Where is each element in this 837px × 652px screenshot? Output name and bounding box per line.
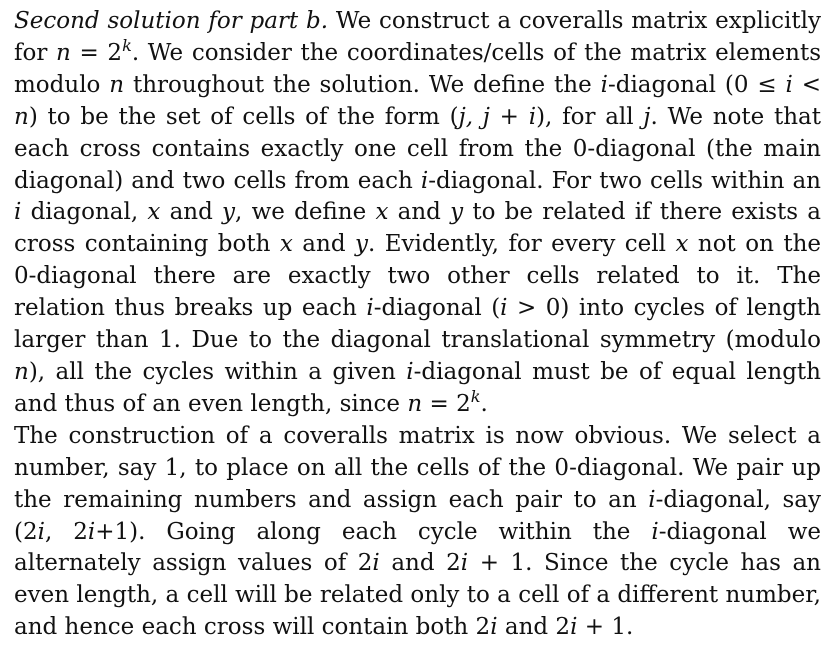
math-var: n xyxy=(14,358,29,385)
math-var: j, j xyxy=(458,103,490,130)
text-run: to be related if there exists a cross containing both xyxy=(14,199,821,258)
math-var: i xyxy=(600,71,608,98)
text-run: + 1. Since the cycle has an even length, a cell will be related only to a cell of a different number, and hence each cross will contain both 2 xyxy=(14,550,821,641)
text-run: + 1. xyxy=(577,614,634,641)
text-run: -diagonal ( xyxy=(373,295,501,322)
math-var: i xyxy=(648,486,656,513)
text-run: -diagonal. For two cells within an xyxy=(428,167,821,194)
math-var: i xyxy=(87,518,96,545)
math-var: y xyxy=(355,231,368,258)
text-run: . We note that each cross contains exactly one cell from the 0-diagonal (the main diagonal) and two cells from each xyxy=(14,103,821,194)
text-run: -diagonal (0 ≤ xyxy=(607,71,786,98)
math-exponent: k xyxy=(470,387,481,407)
math-exponent: k xyxy=(122,36,132,56)
text-run: ), all the cycles within a given xyxy=(28,358,407,385)
text-run: ) to be the set of cells of the form ( xyxy=(28,103,459,130)
text-run: . xyxy=(480,390,488,417)
text-run: -diagonal, say (2 xyxy=(14,486,821,545)
text-run: The construction of a coveralls matrix is now obvious. We select a number, say 1, to place on all the cells of the 0-diagonal. We pair up the remaining numbers and assign each pair to an xyxy=(14,422,821,513)
text-run: We construct a coveralls matrix explicitly for xyxy=(14,8,821,66)
text-run: and 2 xyxy=(497,614,571,641)
text-run: ), for all xyxy=(536,103,644,130)
math-var: n xyxy=(109,71,125,98)
math-var: n xyxy=(56,39,71,66)
math-var: i xyxy=(785,71,793,98)
math-var: i xyxy=(14,199,22,226)
text-run: , we define xyxy=(235,199,376,226)
math-var: i xyxy=(460,550,469,577)
math-op: = 2 xyxy=(422,390,471,417)
text-run: and xyxy=(160,199,223,226)
text-run: . We consider the coordinates/cells of the matrix elements modulo xyxy=(14,39,821,98)
text-run: diagonal, xyxy=(21,199,148,226)
math-var: i xyxy=(406,358,414,385)
math-op: < xyxy=(792,71,821,98)
math-var: x xyxy=(279,231,293,258)
math-var: j xyxy=(643,103,651,130)
math-var: x xyxy=(375,199,389,226)
text-run: -diagonal we alternately assign values of 2 xyxy=(14,518,822,577)
math-var: n xyxy=(14,103,29,130)
math-var: i xyxy=(420,167,429,194)
paragraph-2 xyxy=(14,421,821,644)
text-run: , 2 xyxy=(44,518,88,545)
text-run: not on the 0-diagonal there are exactly two other cells related to it. The relation thus breaks up each xyxy=(14,231,822,322)
math-var: x xyxy=(675,231,689,258)
math-var: n xyxy=(407,390,423,417)
paragraph-1-lead: Second solution for part b. xyxy=(14,8,329,34)
math-op: = 2 xyxy=(70,39,123,66)
math-var: i xyxy=(37,518,45,545)
math-var: i xyxy=(651,518,659,545)
math-var: i xyxy=(366,295,374,322)
paragraph-1 xyxy=(14,6,821,421)
math-var: i xyxy=(372,550,380,577)
text-run: and xyxy=(292,231,355,258)
text-run: throughout the solution. We define the xyxy=(124,71,601,98)
math-var: x xyxy=(147,199,161,226)
text-run: > 0) into cycles of length larger than 1. Due to the diagonal translational symmetry (modulo xyxy=(14,295,821,354)
text-run: +1). Going along each cycle within the xyxy=(95,518,652,545)
math-op: + xyxy=(489,103,529,130)
math-var: y xyxy=(222,199,236,226)
math-var: i xyxy=(500,295,508,322)
text-run: and xyxy=(388,199,451,226)
math-var: i xyxy=(570,614,578,641)
math-var: i xyxy=(490,614,498,641)
math-var: i xyxy=(528,103,537,130)
text-run: -diagonal must be of equal length and thus of an even length, since xyxy=(14,358,821,417)
text-run: and 2 xyxy=(379,550,461,577)
text-run: . Evidently, for every cell xyxy=(368,231,676,258)
math-var: y xyxy=(450,199,464,226)
